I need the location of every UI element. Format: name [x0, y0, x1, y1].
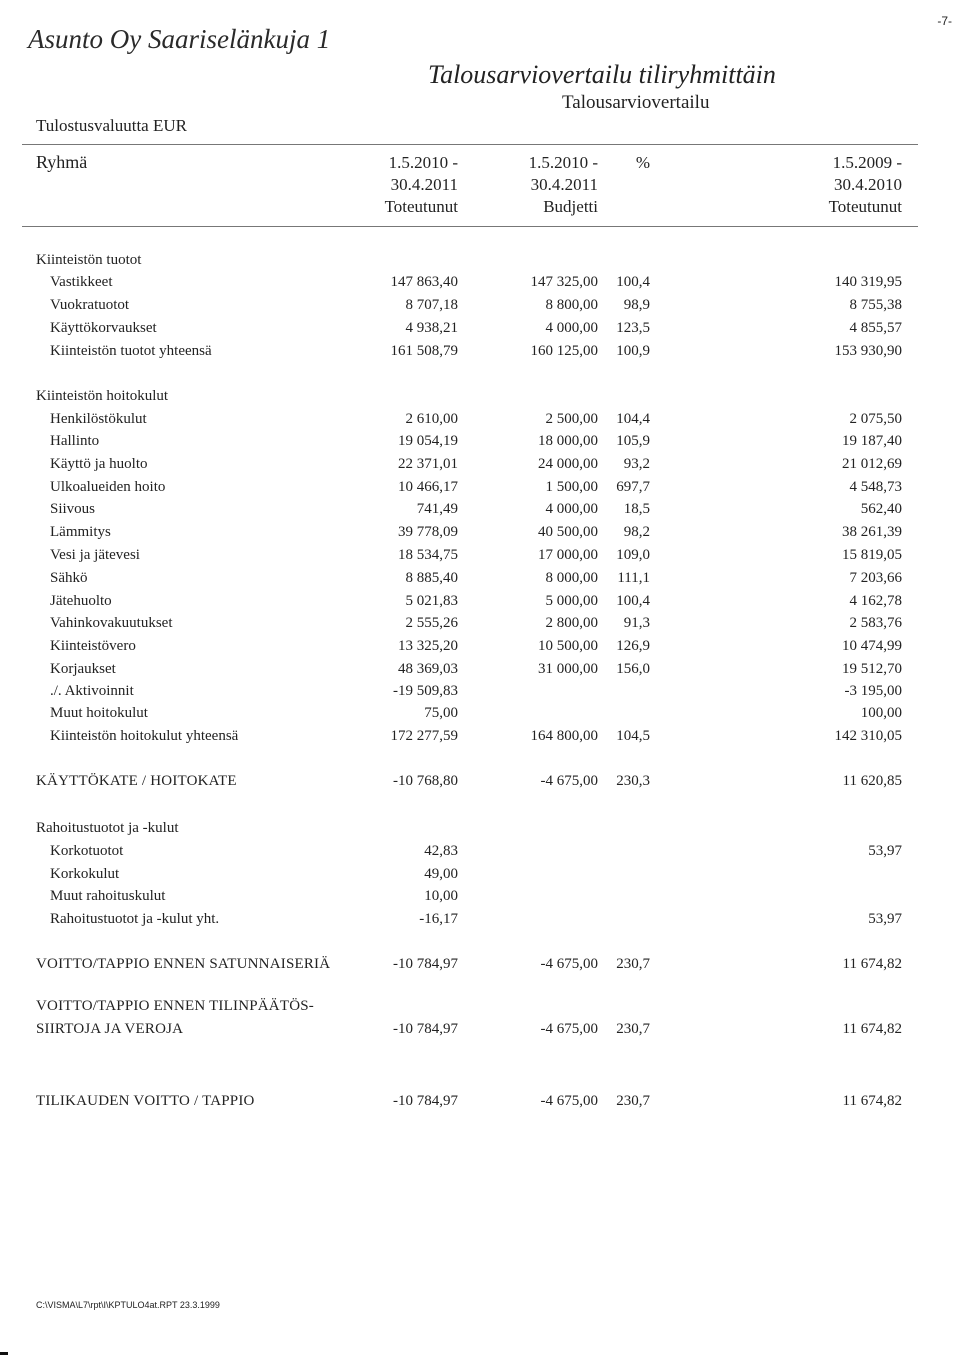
actual-value: 2 555,26	[405, 615, 458, 631]
actual-value: -10 784,97	[393, 1093, 458, 1109]
previous-value: 2 075,50	[849, 411, 902, 427]
row-label: VOITTO/TAPPIO ENNEN SATUNNAISERIÄ	[36, 956, 331, 972]
previous-value: 53,97	[868, 843, 902, 859]
percent-value: 230,7	[616, 1093, 650, 1109]
header-top-rule	[22, 144, 918, 145]
percent-value: 100,4	[616, 274, 650, 290]
budget-value: 1 500,00	[545, 479, 598, 495]
scan-mark	[0, 1352, 8, 1355]
row-label: Rahoitustuotot ja -kulut yht.	[50, 911, 220, 927]
actual-value: 22 371,01	[398, 456, 458, 472]
budget-value: 17 000,00	[538, 547, 598, 563]
row-label: Muut hoitokulut	[50, 705, 148, 721]
previous-value: 11 620,85	[842, 773, 902, 789]
col-percent-label: %	[635, 153, 650, 172]
section-heading: Rahoitustuotot ja -kulut	[36, 820, 179, 836]
actual-value: -10 784,97	[393, 956, 458, 972]
budget-value: 10 500,00	[538, 638, 598, 654]
row-label: Henkilöstökulut	[50, 411, 147, 427]
percent-value: 111,1	[617, 570, 650, 586]
previous-value: 142 310,05	[834, 728, 902, 744]
row-label: Korjaukset	[50, 661, 116, 677]
actual-value: -19 509,83	[393, 683, 458, 699]
budget-value: -4 675,00	[540, 956, 598, 972]
col-previous-period-start: 1.5.2009 -	[832, 153, 902, 172]
budget-value: 147 325,00	[530, 274, 598, 290]
actual-value: 10,00	[424, 888, 458, 904]
row-label-continuation: SIIRTOJA JA VEROJA	[36, 1021, 184, 1037]
previous-value: 4 855,57	[849, 320, 902, 336]
budget-value: 31 000,00	[538, 661, 598, 677]
percent-value: 230,7	[616, 956, 650, 972]
budget-value: 5 000,00	[545, 593, 598, 609]
previous-value: 562,40	[860, 501, 902, 517]
budget-value: 164 800,00	[530, 728, 598, 744]
row-label: Muut rahoituskulut	[50, 888, 166, 904]
actual-value: -16,17	[419, 911, 458, 927]
budget-value: -4 675,00	[540, 1021, 598, 1037]
actual-value: 147 863,40	[390, 274, 458, 290]
percent-value: 100,9	[616, 343, 650, 359]
row-label: Lämmitys	[50, 524, 111, 540]
percent-value: 123,5	[616, 320, 650, 336]
row-label: Käyttö ja huolto	[50, 456, 148, 472]
col-previous-header	[829, 152, 902, 218]
budget-value: 4 000,00	[545, 501, 598, 517]
actual-value: 172 277,59	[390, 728, 458, 744]
percent-value: 18,5	[623, 501, 650, 517]
previous-value: 19 187,40	[842, 433, 902, 449]
previous-value: 100,00	[860, 705, 902, 721]
row-label: Vesi ja jätevesi	[50, 547, 140, 563]
previous-value: 21 012,69	[842, 456, 902, 472]
actual-value: 8 885,40	[405, 570, 458, 586]
previous-value: 4 162,78	[849, 593, 902, 609]
actual-value: 2 610,00	[405, 411, 458, 427]
col-budget-header	[529, 152, 598, 218]
actual-value: 8 707,18	[405, 297, 458, 313]
percent-value: 104,5	[616, 728, 650, 744]
row-label: Sähkö	[50, 570, 88, 586]
page-number: -7-	[937, 14, 952, 28]
budget-value: 24 000,00	[538, 456, 598, 472]
row-label: Kiinteistön tuotot yhteensä	[50, 343, 212, 359]
previous-value: 11 674,82	[842, 1093, 902, 1109]
previous-value: 7 203,66	[849, 570, 902, 586]
previous-value: 10 474,99	[842, 638, 902, 654]
budget-value: 8 800,00	[545, 297, 598, 313]
col-budget-period-end: 30.4.2011	[530, 175, 598, 194]
col-actual-period-start: 1.5.2010 -	[388, 153, 458, 172]
previous-value: 38 261,39	[842, 524, 902, 540]
row-label: ./. Aktivoinnit	[50, 683, 134, 699]
actual-value: 49,00	[424, 866, 458, 882]
previous-value: 15 819,05	[842, 547, 902, 563]
actual-value: -10 784,97	[393, 1021, 458, 1037]
previous-value: 8 755,38	[849, 297, 902, 313]
row-label: TILIKAUDEN VOITTO / TAPPIO	[36, 1093, 255, 1109]
row-label: Korkotuotot	[50, 843, 124, 859]
file-path-footer: C:\VISMA\L7\rpt\I\KPTULO4at.RPT 23.3.1999	[36, 1300, 220, 1310]
col-actual-label: Toteutunut	[384, 197, 458, 216]
budget-value: 18 000,00	[538, 433, 598, 449]
percent-value: 91,3	[623, 615, 650, 631]
row-label: Hallinto	[50, 433, 100, 449]
col-budget-label: Budjetti	[543, 197, 598, 216]
budget-value: 2 800,00	[545, 615, 598, 631]
percent-value: 100,4	[616, 593, 650, 609]
group-header: Ryhmä	[36, 152, 88, 172]
percent-value: 98,9	[623, 297, 650, 313]
previous-value: 4 548,73	[849, 479, 902, 495]
row-label: Vastikkeet	[50, 274, 113, 290]
percent-value: 156,0	[616, 661, 650, 677]
col-previous-period-end: 30.4.2010	[834, 175, 902, 194]
actual-value: 161 508,79	[390, 343, 458, 359]
actual-value: 75,00	[424, 705, 458, 721]
col-budget-period-start: 1.5.2010 -	[528, 153, 598, 172]
currency-line: Tulostusvaluutta EUR	[36, 116, 187, 135]
row-label: Ulkoalueiden hoito	[50, 479, 166, 495]
section-heading: Kiinteistön hoitokulut	[36, 388, 169, 404]
header-bottom-rule	[22, 226, 918, 227]
percent-value: 105,9	[616, 433, 650, 449]
actual-value: 10 466,17	[398, 479, 458, 495]
row-label: Jätehuolto	[50, 593, 112, 609]
row-label: Käyttökorvaukset	[50, 320, 157, 336]
actual-value: 13 325,20	[398, 638, 458, 654]
percent-value: 230,7	[616, 1021, 650, 1037]
previous-value: 2 583,76	[849, 615, 902, 631]
percent-value: 109,0	[616, 547, 650, 563]
budget-value: 2 500,00	[545, 411, 598, 427]
report-title: Talousarviovertailu tiliryhmittäin	[428, 60, 776, 89]
budget-value: -4 675,00	[540, 773, 598, 789]
row-label: KÄYTTÖKATE / HOITOKATE	[36, 773, 237, 789]
previous-value: 11 674,82	[842, 1021, 902, 1037]
previous-value: 53,97	[868, 911, 902, 927]
budget-value: 40 500,00	[538, 524, 598, 540]
actual-value: 42,83	[424, 843, 458, 859]
row-label: Kiinteistön hoitokulut yhteensä	[50, 728, 239, 744]
previous-value: 19 512,70	[842, 661, 902, 677]
budget-value: 160 125,00	[530, 343, 598, 359]
actual-value: 18 534,75	[398, 547, 458, 563]
previous-value: 140 319,95	[834, 274, 902, 290]
row-label: Vahinkovakuutukset	[50, 615, 173, 631]
actual-value: 741,49	[416, 501, 458, 517]
budget-value: 4 000,00	[545, 320, 598, 336]
percent-value: 126,9	[616, 638, 650, 654]
actual-value: 5 021,83	[405, 593, 458, 609]
budget-value: 8 000,00	[545, 570, 598, 586]
row-label: Vuokratuotot	[50, 297, 130, 313]
col-percent-header	[636, 152, 650, 174]
col-actual-header	[385, 152, 458, 218]
row-label: VOITTO/TAPPIO ENNEN TILINPÄÄTÖS-	[36, 998, 314, 1014]
previous-value: -3 195,00	[844, 683, 902, 699]
actual-value: 4 938,21	[405, 320, 458, 336]
percent-value: 230,3	[616, 773, 650, 789]
actual-value: 39 778,09	[398, 524, 458, 540]
report-subtitle: Talousarviovertailu	[562, 92, 710, 113]
actual-value: 48 369,03	[398, 661, 458, 677]
col-previous-label: Toteutunut	[828, 197, 902, 216]
budget-value: -4 675,00	[540, 1093, 598, 1109]
section-heading: Kiinteistön tuotot	[36, 252, 142, 268]
row-label: Korkokulut	[50, 866, 120, 882]
col-actual-period-end: 30.4.2011	[390, 175, 458, 194]
percent-value: 104,4	[616, 411, 650, 427]
row-label: Kiinteistövero	[50, 638, 136, 654]
percent-value: 98,2	[623, 524, 650, 540]
actual-value: 19 054,19	[398, 433, 458, 449]
percent-value: 93,2	[623, 456, 650, 472]
percent-value: 697,7	[616, 479, 650, 495]
actual-value: -10 768,80	[393, 773, 458, 789]
previous-value: 153 930,90	[834, 343, 902, 359]
row-label: Siivous	[50, 501, 96, 517]
company-name: Asunto Oy Saariselänkuja 1	[28, 24, 331, 54]
previous-value: 11 674,82	[842, 956, 902, 972]
